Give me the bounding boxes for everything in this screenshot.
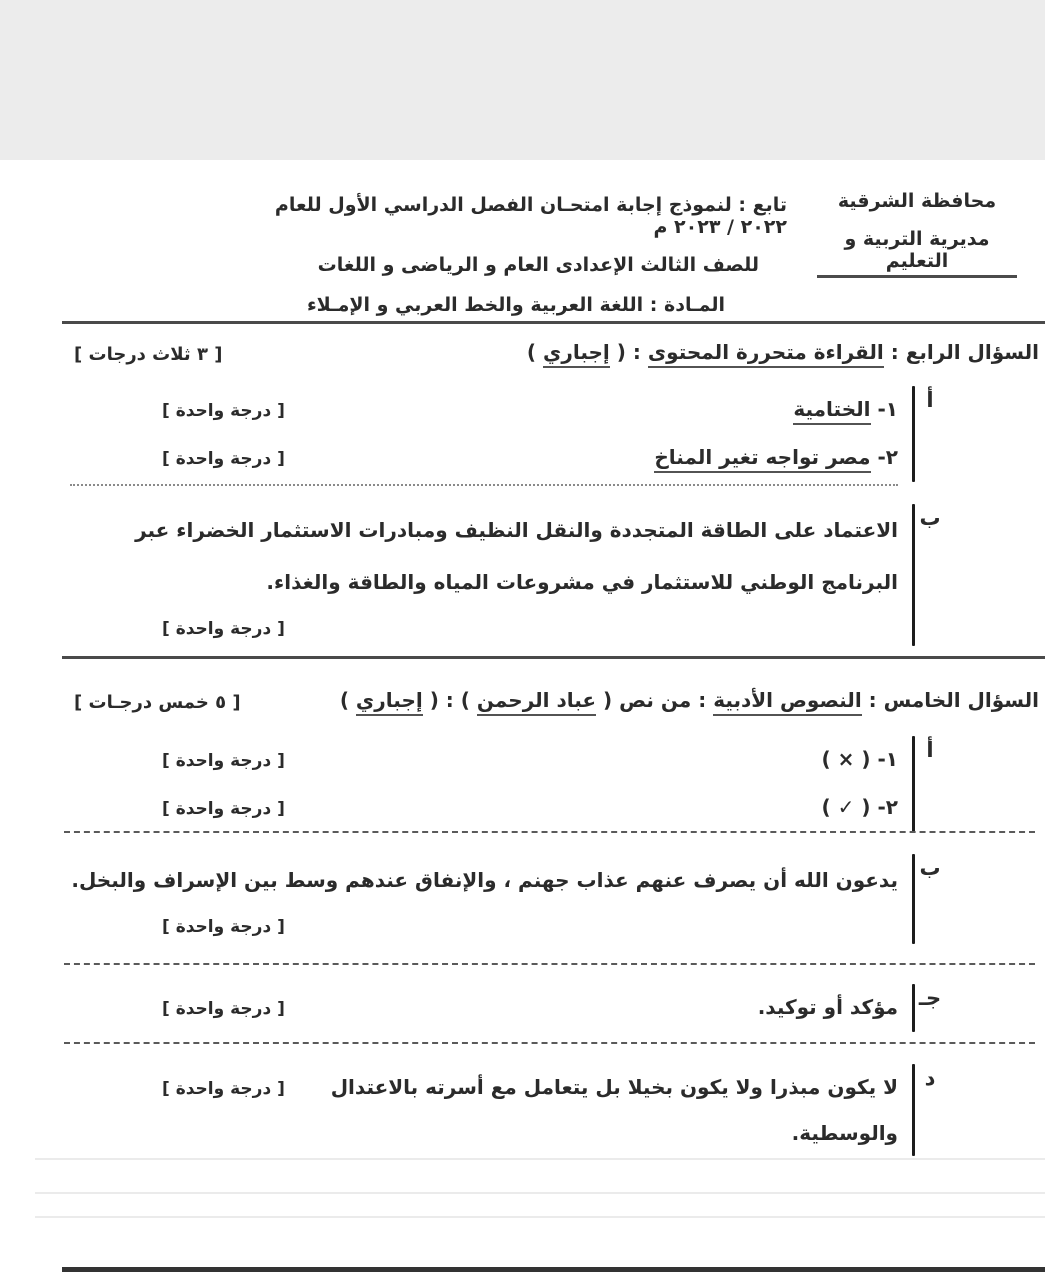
part-a-divider-bar <box>912 736 915 832</box>
question4-title-required: إجباري <box>543 340 610 368</box>
score-note: [ درجة واحدة ] <box>162 619 285 639</box>
scan-background-band <box>0 0 1045 160</box>
answer-text <box>822 736 898 782</box>
section-separator-dotted <box>70 484 898 486</box>
score-note-row <box>62 612 898 646</box>
faint-ruled-line <box>35 1192 1045 1194</box>
answer-item <box>62 434 898 482</box>
score-note: [ درجة واحدة ] <box>162 917 285 937</box>
part-c-divider-bar <box>912 984 915 1032</box>
answer-number: ٢- <box>877 445 898 469</box>
faint-ruled-line <box>35 1158 1045 1160</box>
question5-part-d <box>62 1064 945 1156</box>
answer-number: ١- <box>877 747 898 771</box>
question4-title <box>527 340 1039 364</box>
question5-header <box>62 688 1039 713</box>
answer-item <box>62 736 898 784</box>
question5-title-source: عباد الرحمن <box>477 688 596 716</box>
exam-title-line: تابع : لنموذج إجابة امتحـان الفصل الدراسي الأول للعام ٢٠٢٢ / ٢٠٢٣ م <box>274 194 787 238</box>
score-note-row <box>62 910 898 944</box>
answer-number: ٢- <box>877 795 898 819</box>
question5-title-mid2: ) : ( <box>429 688 470 712</box>
faint-ruled-line <box>35 1216 1045 1218</box>
answer-value: مصر تواجه تغير المناخ <box>654 445 870 473</box>
header-divider-line <box>62 321 1045 324</box>
part-a-label: أ <box>926 388 934 412</box>
directorate-name: مديرية التربية و التعليم <box>817 228 1017 278</box>
score-note: [ درجة واحدة ] <box>162 999 285 1019</box>
question5-part-b <box>62 854 945 944</box>
page-bottom-line <box>62 1267 1045 1272</box>
governorate-name: محافظة الشرقية <box>837 190 997 212</box>
answer-item <box>62 984 898 1032</box>
question5-title-close: ) <box>339 688 349 712</box>
answer-paragraph: الاعتماد على الطاقة المتجددة والنقل النظيف ومبادرات الاستثمار الخضراء عبر البرنامج الوطني للاستثمار في مشروعات المياه والطاقة والغذاء. <box>135 518 898 594</box>
answer-value: الختامية <box>793 397 870 425</box>
part-d-answer <box>62 1064 898 1156</box>
answer-value: ( × ) <box>821 747 871 771</box>
answer-item <box>62 386 898 434</box>
question5-title-prefix: السؤال الخامس : <box>868 688 1039 712</box>
section-separator-dashed <box>64 831 1035 833</box>
answer-text: مؤكد أو توكيد. <box>757 995 898 1019</box>
part-a-divider-bar <box>912 386 915 482</box>
answer-item <box>62 1064 898 1156</box>
part-b-answer <box>62 854 898 944</box>
part-a-answers <box>62 736 898 832</box>
question5-title-mid: : من نص ( <box>603 688 707 712</box>
grade-line: للصف الثالث الإعدادى العام و الرياضى و اللغات <box>317 254 759 276</box>
question4-part-a <box>62 386 945 482</box>
part-b-divider-bar <box>912 854 915 944</box>
part-c-answer <box>62 984 898 1032</box>
question5-title-topic: النصوص الأدبية <box>713 688 861 716</box>
question-divider-line <box>62 656 1045 659</box>
question5-total-marks: [ ٥ خمس درجـات ] <box>74 692 241 713</box>
score-note: [ درجة واحدة ] <box>162 1079 285 1099</box>
answer-number: ١- <box>877 397 898 421</box>
part-b-divider-bar <box>912 504 915 646</box>
subject-line: المـادة : اللغة العربية والخط العربي و الإمـلاء <box>306 294 725 316</box>
question5-part-a <box>62 736 945 832</box>
part-d-label: د <box>924 1066 936 1090</box>
answer-text <box>793 386 898 432</box>
part-d-divider-bar <box>912 1064 915 1156</box>
question4-total-marks: [ ٣ ثلاث درجات ] <box>74 344 223 365</box>
score-note: [ درجة واحدة ] <box>162 799 285 819</box>
score-note: [ درجة واحدة ] <box>162 449 285 469</box>
score-note: [ درجة واحدة ] <box>162 751 285 771</box>
question5-title-required: إجباري <box>356 688 423 716</box>
question4-title-close: ) <box>526 340 537 364</box>
header-authority-block <box>817 190 1017 278</box>
part-b-label: ب <box>919 506 941 530</box>
question4-title-prefix: السؤال الرابع : <box>890 340 1039 364</box>
part-a-answers <box>62 386 898 482</box>
part-c-label: جـ <box>918 986 942 1010</box>
header-exam-block <box>227 194 787 316</box>
question4-part-b <box>62 504 945 646</box>
section-separator-dashed <box>64 1042 1035 1044</box>
answer-text <box>822 784 898 830</box>
score-note: [ درجة واحدة ] <box>162 401 285 421</box>
answer-item <box>62 784 898 832</box>
part-b-label: ب <box>919 856 941 880</box>
question4-header <box>62 340 1039 365</box>
part-a-label: أ <box>926 738 934 762</box>
answer-paragraph: يدعون الله أن يصرف عنهم عذاب جهنم ، والإنفاق عندهم وسط بين الإسراف والبخل. <box>71 868 898 892</box>
question5-title <box>340 688 1039 712</box>
question5-part-c <box>62 984 945 1032</box>
answer-value: ( ✓ ) <box>821 795 871 819</box>
question4-title-topic: القراءة متحررة المحتوى <box>648 340 884 368</box>
section-separator-dashed <box>64 963 1035 965</box>
answer-text <box>654 434 898 480</box>
question4-title-colon: : ( <box>616 340 641 364</box>
part-b-answer <box>62 504 898 646</box>
answer-text: لا يكون مبذرا ولا يكون بخيلا بل يتعامل مع أسرته بالاعتدال والوسطية. <box>330 1075 898 1145</box>
